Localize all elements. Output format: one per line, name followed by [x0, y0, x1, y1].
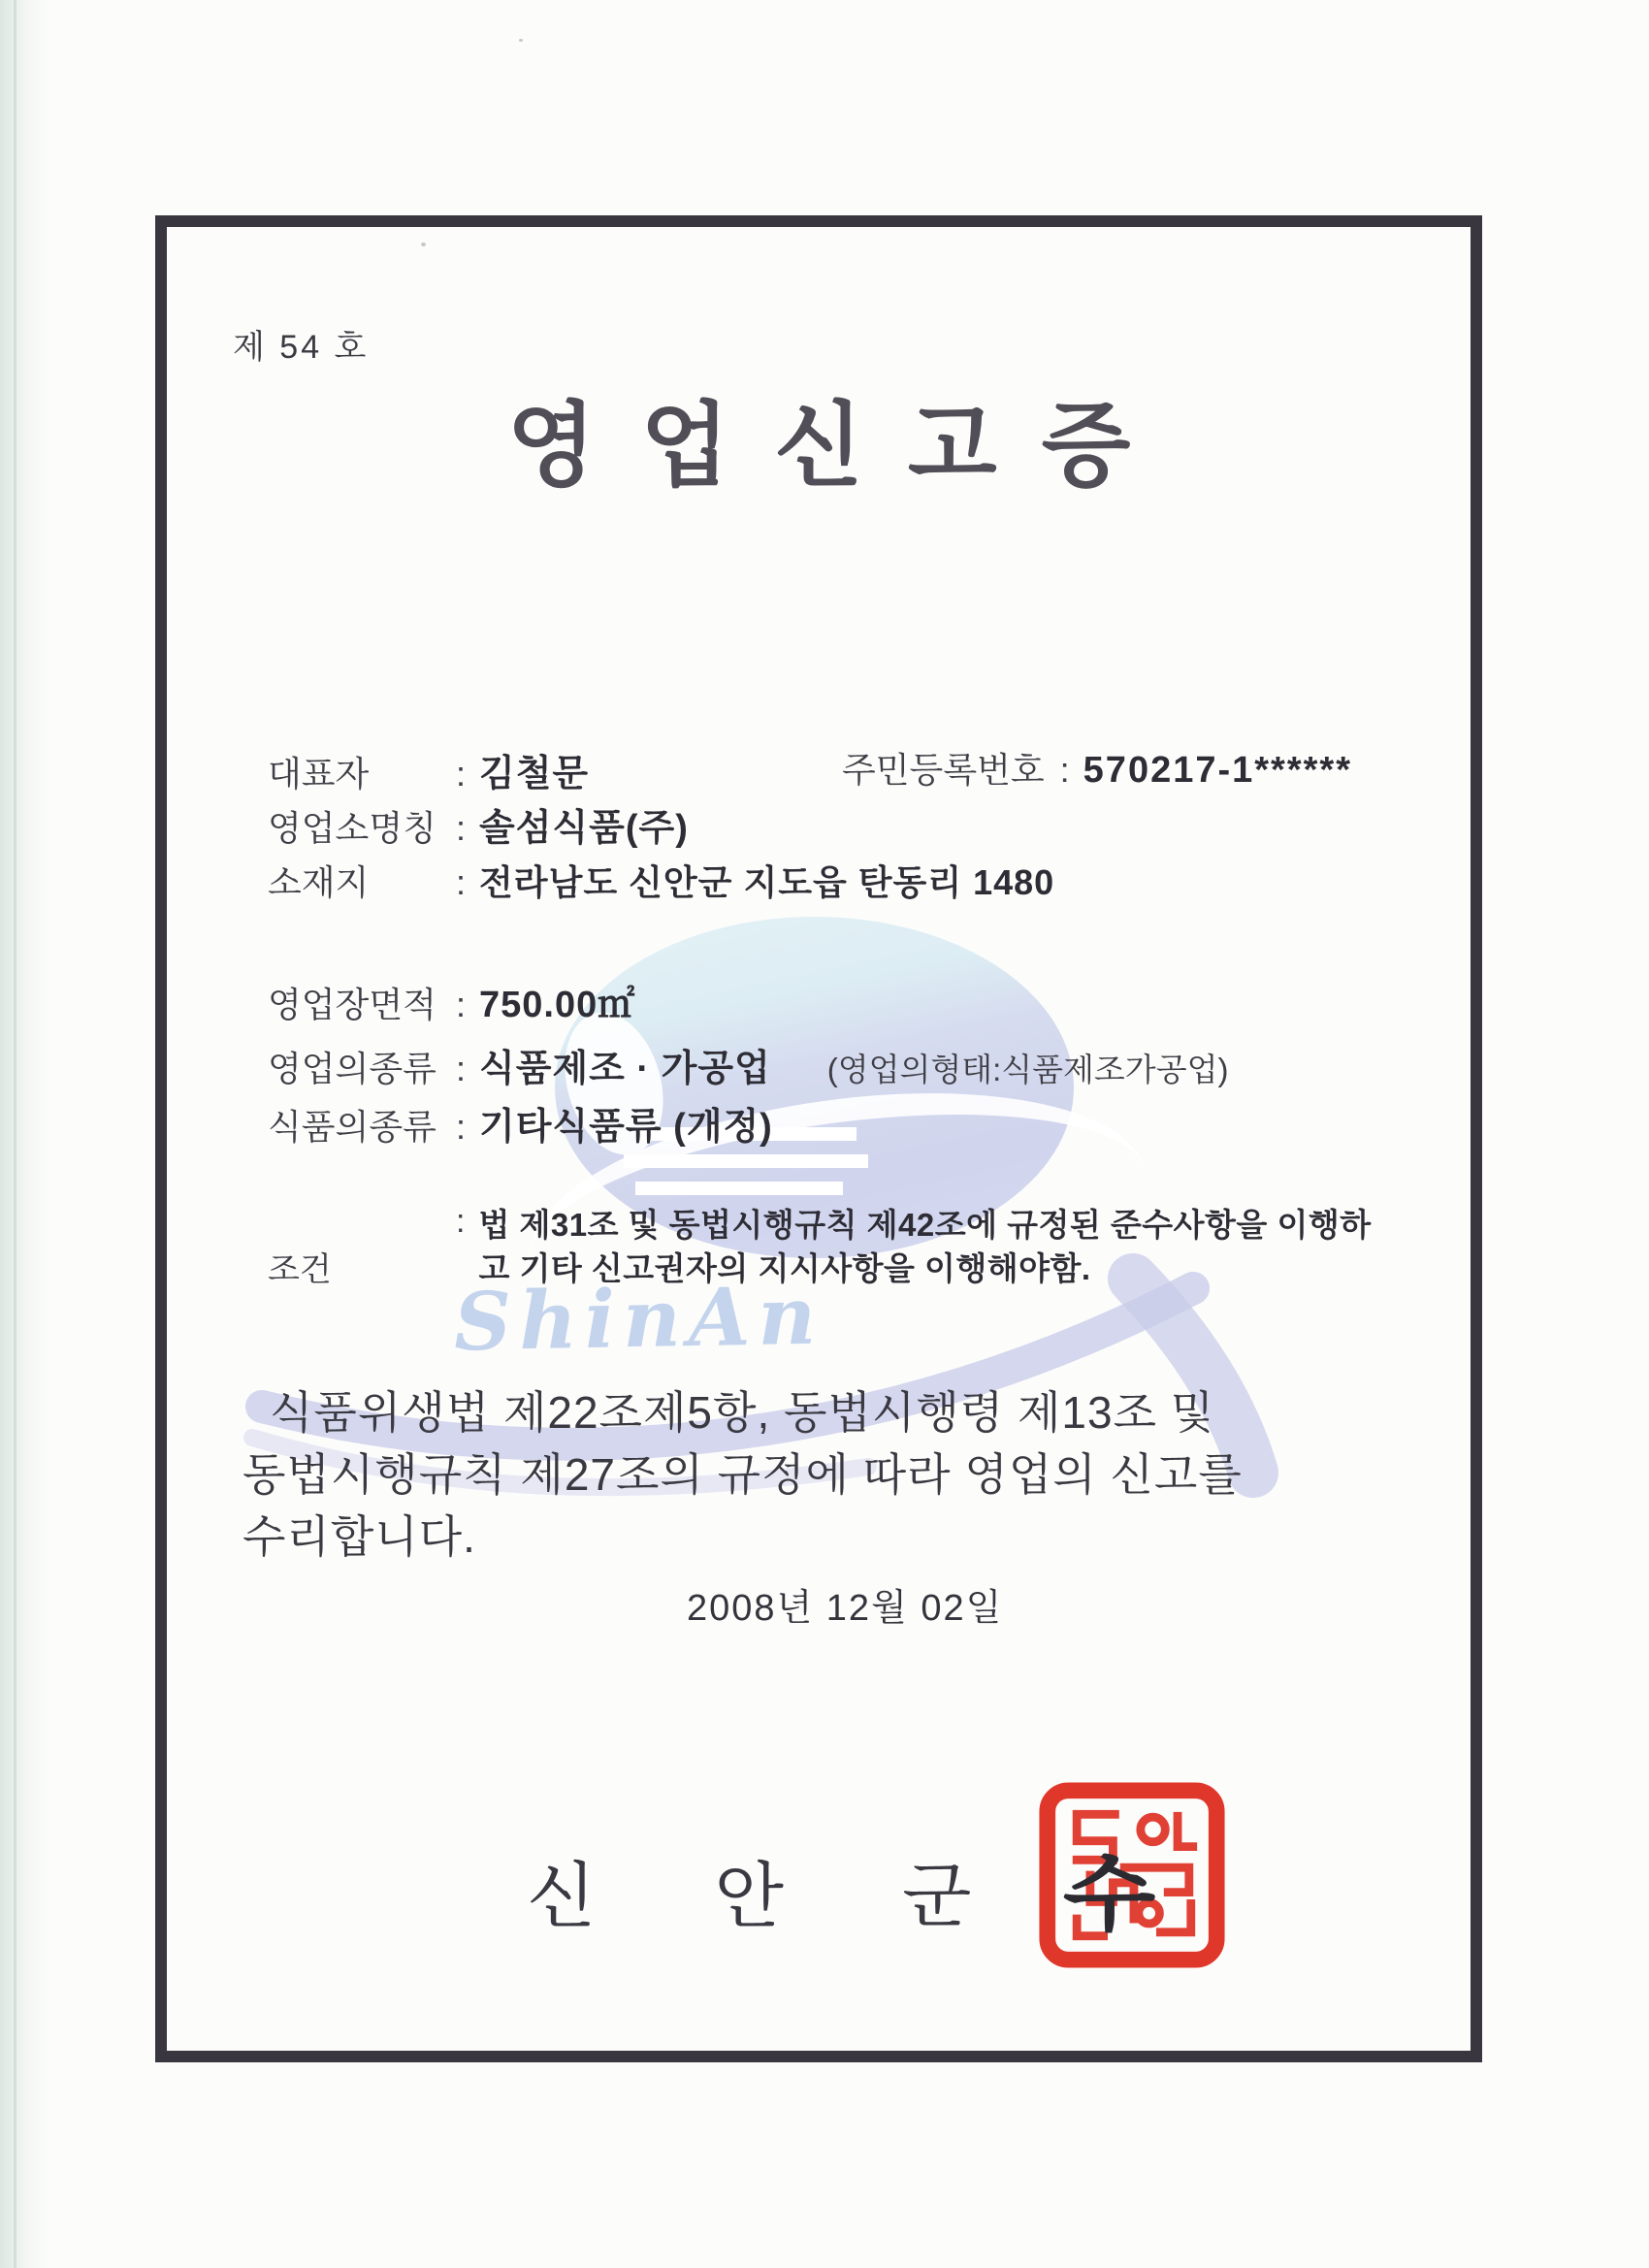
issue-date: 2008년 12월 02일: [687, 1588, 1004, 1629]
field-value: 전라남도 신안군 지도읍 탄동리 1480: [479, 862, 1055, 902]
field-value: 김철문: [479, 754, 590, 794]
document-number: 제 54 호: [233, 329, 370, 366]
body-line: 수리합니다.: [242, 1511, 476, 1562]
field-value: 750.00㎡: [479, 985, 636, 1025]
field-condition: [268, 1203, 1487, 1290]
body-line: 식품위생법 제22조제5항, 동법시행령 제13조 및: [270, 1387, 1215, 1438]
field-value: 기타식품류 (개정): [479, 1107, 773, 1148]
watermark-text: ShinAn: [453, 1269, 824, 1370]
field-label: 식품의종류: [268, 1107, 436, 1147]
field-business-type: [268, 1038, 1228, 1091]
field-label: 대표자: [268, 754, 370, 794]
colon: :: [456, 1049, 467, 1088]
condition-line1: 법 제31조 및 동법시행규칙 제42조에 규정된 준수사항을 이행하: [478, 1207, 1372, 1243]
field-label: 영업소명칭: [268, 808, 436, 848]
field-value: 솔섬식품(주): [479, 808, 689, 849]
field-label: 주민등록번호: [842, 750, 1045, 790]
condition-text: [478, 1203, 1487, 1290]
colon: :: [456, 985, 467, 1024]
field-food-type: [268, 1096, 773, 1150]
colon: :: [456, 808, 467, 848]
scanner-edge-line: [14, 0, 16, 2268]
scan-speck: [519, 39, 523, 42]
colon: :: [456, 754, 467, 794]
colon: :: [456, 1107, 467, 1147]
official-seal: [1036, 1780, 1228, 1970]
field-label: 조건: [268, 1251, 332, 1288]
body-line: 동법시행규칙 제27조의 규정에 따라 영업의 신고를: [242, 1449, 1243, 1500]
body-paragraph: [242, 1381, 1436, 1568]
certificate-border-frame: [155, 215, 1482, 2062]
field-representative: [268, 743, 589, 796]
field-address: [268, 856, 1054, 905]
field-area: [268, 974, 635, 1027]
field-value: 식품제조 · 가공업: [479, 1049, 771, 1089]
field-note: (영업의형태:식품제조가공업): [826, 1052, 1229, 1087]
field-value: 570217-1******: [1083, 750, 1352, 791]
field-resident-id: [842, 743, 1352, 793]
scanner-edge-artifact: [0, 0, 50, 2268]
colon: :: [456, 862, 467, 902]
colon: :: [456, 1203, 466, 1240]
colon: :: [1059, 750, 1070, 790]
certificate-title: 영업신고증: [506, 395, 1176, 498]
field-label: 영업장면적: [268, 985, 436, 1024]
condition-line2: 고 기타 신고권자의 지시사항을 이행해야함.: [478, 1250, 1091, 1286]
seal-signature-char: 수: [1062, 1848, 1156, 1941]
field-label: 영업의종류: [268, 1049, 436, 1088]
field-business-name: [268, 797, 689, 851]
issuer-name: 신안군: [527, 1856, 1090, 1936]
field-label: 소재지: [268, 862, 370, 902]
